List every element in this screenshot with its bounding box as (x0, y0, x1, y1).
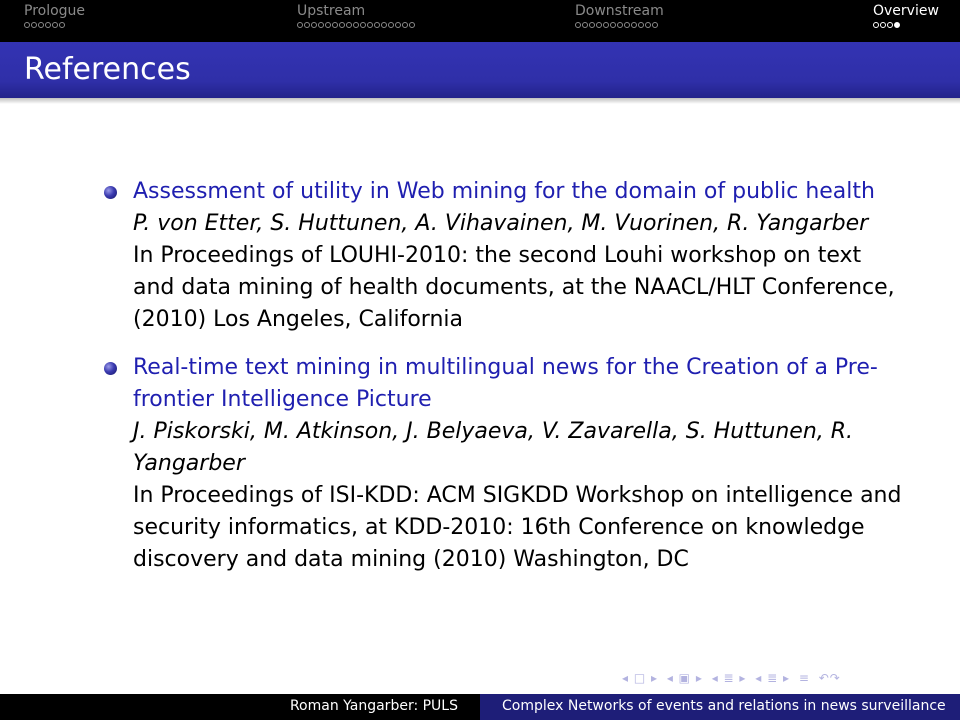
nav-frame-dot[interactable] (38, 22, 44, 28)
footer-author: Roman Yangarber: PULS (289, 698, 458, 714)
nav-frame-dot[interactable] (381, 22, 387, 28)
footer (0, 694, 960, 720)
frame-title: References (24, 52, 191, 87)
nav-frame-dot[interactable] (297, 22, 303, 28)
nav-frame-dot[interactable] (24, 22, 30, 28)
nav-frame-dot[interactable] (325, 22, 331, 28)
nav-frame-dot[interactable] (346, 22, 352, 28)
nav-frame-dot[interactable] (610, 22, 616, 28)
reference-title: Real-time text mining in multilingual news for the Creation of a Pre-frontier Intelligence Picture (133, 355, 878, 412)
nav-frame-dot[interactable] (652, 22, 658, 28)
nav-frame-dot[interactable] (52, 22, 58, 28)
bullet-icon (104, 186, 117, 199)
nav-frame-dot[interactable] (582, 22, 588, 28)
reference-item (104, 176, 904, 336)
subsection-nav-icon[interactable]: ◂ ▣ ▸ (666, 671, 703, 685)
footer-talk-title: Complex Networks of events and relations in news surveillance (502, 698, 946, 714)
nav-section-title[interactable]: Upstream (297, 3, 366, 19)
nav-frame-dot[interactable] (645, 22, 651, 28)
nav-section-overview[interactable] (873, 2, 939, 28)
navigation-symbols (622, 671, 845, 685)
nav-section-downstream[interactable] (575, 2, 664, 28)
footer-talk-box (480, 694, 960, 720)
nav-frame-dot[interactable] (367, 22, 373, 28)
nav-frame-dot[interactable] (402, 22, 408, 28)
document-nav-icon[interactable]: ◂ ≣ ▸ (755, 671, 790, 685)
appendix-icon[interactable]: ≡ (798, 671, 810, 685)
nav-section-prologue[interactable] (24, 2, 85, 28)
nav-section-title[interactable]: Overview (873, 3, 939, 19)
undo-redo-icon[interactable]: ↶↷ (818, 671, 841, 685)
frame-nav-icon[interactable]: ◂ □ ▸ (622, 671, 659, 685)
reference-venue: In Proceedings of LOUHI-2010: the second Louhi workshop on text and data mining of health documents, at the NAACL/HLT Conference, (2010) Los Angeles, California (133, 243, 895, 332)
nav-frame-dot[interactable] (59, 22, 65, 28)
reference-authors: J. Piskorski, M. Atkinson, J. Belyaeva, V. Zavarella, S. Huttunen, R. Yangarber (133, 419, 854, 476)
section-navigation-bar (0, 0, 960, 42)
nav-frame-dot[interactable] (575, 22, 581, 28)
nav-frame-dot[interactable] (624, 22, 630, 28)
nav-frame-dot[interactable] (596, 22, 602, 28)
nav-frame-dot[interactable] (873, 22, 879, 28)
nav-frame-dot[interactable] (631, 22, 637, 28)
nav-frame-dot[interactable] (311, 22, 317, 28)
section-nav-icon[interactable]: ◂ ≣ ▸ (711, 671, 747, 685)
nav-frame-dot[interactable] (332, 22, 338, 28)
nav-frame-dot[interactable] (31, 22, 37, 28)
nav-frame-dot[interactable] (880, 22, 886, 28)
nav-frame-dot[interactable] (353, 22, 359, 28)
nav-frame-dot[interactable] (603, 22, 609, 28)
nav-section-dots (24, 22, 85, 28)
nav-frame-dot[interactable] (45, 22, 51, 28)
bullet-icon (104, 362, 117, 375)
nav-frame-dot[interactable] (304, 22, 310, 28)
nav-frame-dot[interactable] (409, 22, 415, 28)
nav-frame-dot[interactable] (318, 22, 324, 28)
nav-frame-dot[interactable] (374, 22, 380, 28)
reference-item (104, 352, 904, 576)
reference-authors: P. von Etter, S. Huttunen, A. Vihavainen, M. Vuorinen, R. Yangarber (133, 211, 869, 236)
nav-frame-dot[interactable] (617, 22, 623, 28)
nav-frame-dot[interactable] (887, 22, 893, 28)
nav-section-title[interactable]: Downstream (575, 3, 664, 19)
footer-author-box (0, 694, 480, 720)
nav-section-upstream[interactable] (297, 2, 415, 28)
reference-title: Assessment of utility in Web mining for the domain of public health (133, 179, 875, 204)
nav-frame-dot[interactable] (339, 22, 345, 28)
nav-section-title[interactable]: Prologue (24, 3, 86, 19)
frame-title-bar (0, 42, 960, 98)
reference-venue: In Proceedings of ISI-KDD: ACM SIGKDD Workshop on intelligence and security informatics, at KDD-2010: 16th Conference on knowledge discovery and data mining (2010) Washington, DC (133, 483, 902, 572)
nav-section-dots (297, 22, 415, 28)
nav-section-dots (575, 22, 664, 28)
nav-frame-dot[interactable] (395, 22, 401, 28)
nav-section-dots (873, 22, 939, 28)
nav-frame-dot[interactable] (589, 22, 595, 28)
references-list (104, 176, 904, 592)
nav-frame-dot[interactable] (388, 22, 394, 28)
nav-frame-dot[interactable] (894, 22, 900, 28)
nav-frame-dot[interactable] (638, 22, 644, 28)
nav-frame-dot[interactable] (360, 22, 366, 28)
